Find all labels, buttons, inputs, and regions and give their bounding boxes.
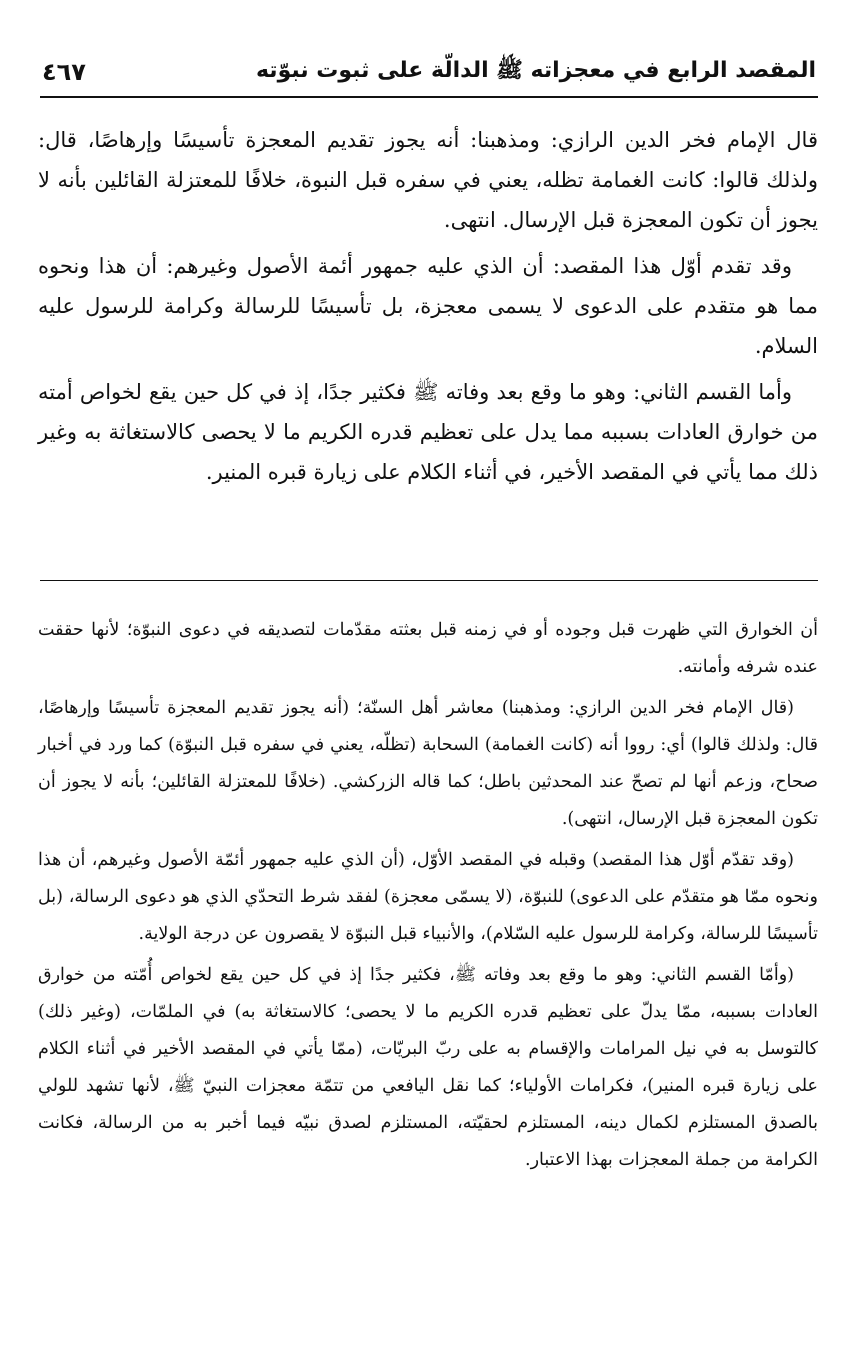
commentary-paragraph: (وقد تقدّم أوّل هذا المقصد) وقبله في المقصد الأوّل، (أن الذي عليه جمهور أئمّة الأصول وغيرهم، أن هذا ونحوه ممّا هو متقدّم على الدعوى) للنبوّة، (لا يسمّى معجزة) لفقد شرط التحدّي الذي هو دعوى الرسالة، (بل تأسيسًا للرسالة، وكرامة للرسول عليه السّلام)، والأنبياء قبل النبوّة لا يقصرون عن درجة الولاية. (38, 850, 818, 944)
commentary-text (38, 612, 818, 1183)
commentary-paragraph: (وأمّا القسم الثاني: وهو ما وقع بعد وفاته ﷺ، فكثير جدًا إذ في كل حين يقع لخواص أُمّته من خوارق العادات بسببه، ممّا يدلّ على تعظيم قدره الكريم ما لا يحصى؛ كالاستغاثة به) في الملمّات، (وغير ذلك) كالتوسل به في نيل المرامات والإقسام به على ربّ البريّات، (ممّا يأتي في المقصد الأخير في أثناء الكلام على زيارة قبره المنير)، فكرامات الأولياء؛ كما نقل اليافعي من تتمّة معجزات النبيّ ﷺ، لأنها تشهد للولي بالصدق المستلزم لكمال دينه، المستلزم لحقيّته، المستلزم لصدق نبيّه فيما أخبر به من الرسالة، فكانت الكرامة من جملة المعجزات بهذا الاعتبار. (38, 965, 818, 1170)
header-rule (40, 96, 818, 98)
main-paragraph: وقد تقدم أوّل هذا المقصد: أن الذي عليه جمهور أئمة الأصول وغيرهم: أن هذا ونحوه مما هو متقدم على الدعوى لا يسمى معجزة، بل تأسيسًا للرسالة وكرامة للرسول عليه السلام. (38, 254, 818, 358)
header-title: المقصد الرابع في معجزاته ﷺ الدالّة على ثبوت نبوّته (255, 58, 816, 83)
running-header (42, 52, 816, 92)
main-paragraph: قال الإمام فخر الدين الرازي: ومذهبنا: أنه يجوز تقديم المعجزة تأسيسًا وإرهاصًا، قال: ولذلك قالوا: كانت الغمامة تظله، يعني في سفره قبل النبوة، خلافًا للمعتزلة القائلين بأنه لا يجوز أن تكون المعجزة قبل الإرسال. انتهى. (38, 128, 818, 232)
main-paragraph: وأما القسم الثاني: وهو ما وقع بعد وفاته ﷺ فكثير جدًا، إذ في كل حين يقع لخواص أمته من خوارق العادات بسببه مما يدل على تعظيم قدره الكريم ما لا يحصى كالاستغاثة به وغير ذلك مما يأتي في المقصد الأخير، في أثناء الكلام على زيارة قبره المنير. (38, 380, 818, 484)
page-number: ٤٦٧ (42, 58, 86, 86)
commentary-paragraph: (قال الإمام فخر الدين الرازي: ومذهبنا) معاشر أهل السنّة؛ (أنه يجوز تقديم المعجزة تأسيسًا وإرهاصًا، قال: ولذلك قالوا) أي: رووا أنه (كانت الغمامة) السحابة (تظلّه، يعني في سفره قبل النبوّة) كما ورد في أخبار صحاح، وزعم أنها لم تصحّ عند المحدثين باطل؛ كما قاله الزركشي. (خلافًا للمعتزلة القائلين؛ بأنه لا يجوز أن تكون المعجزة قبل الإرسال، انتهى). (38, 698, 818, 829)
main-text (38, 120, 818, 498)
commentary-paragraph: أن الخوارق التي ظهرت قبل وجوده أو في زمنه قبل بعثته مقدّمات لتصديقه في دعوى النبوّة؛ لأنها حققت عنده شرفه وأمانته. (38, 620, 818, 677)
text-divider (40, 580, 818, 581)
